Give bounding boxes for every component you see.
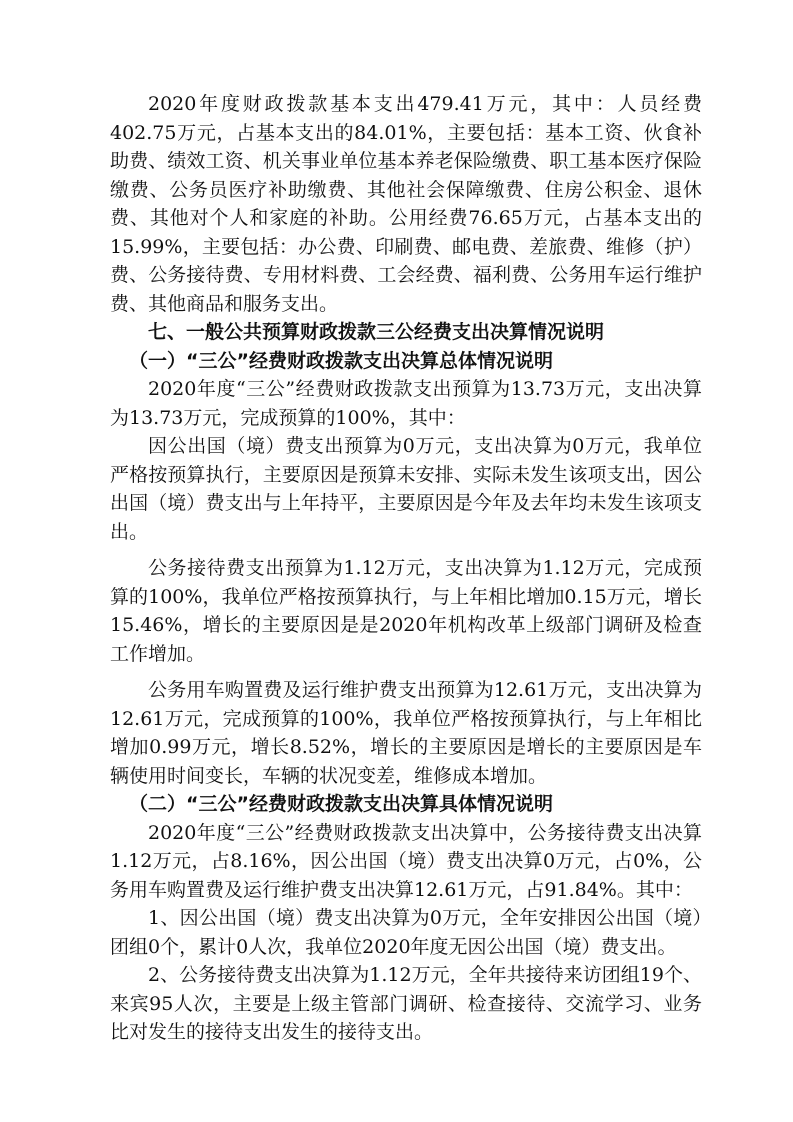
paragraph-item-one-overseas: 1、因公出国（境）费支出决算为0万元，全年安排因公出国（境）团组0个，累计0人次，我单位2020年度无因公出国（境）费支出。 (110, 907, 702, 958)
paragraph-three-public-overview: 2020年度“三公”经费财政拨款支出预算为13.73万元，支出决算为13.73万元，完成预算的100%，其中： (110, 378, 702, 429)
paragraph-official-vehicles: 公务用车购置费及运行维护费支出预算为12.61万元，支出决算为12.61万元，完成预算的100%，我单位严格按预算执行，与上年相比增加0.99万元，增长8.52%，增长的主要原因是增长的主要原因是车辆使用时间变长，车辆的状况变差，维修成本增加。 (110, 679, 702, 787)
paragraph-overseas-travel: 因公出国（境）费支出预算为0万元，支出决算为0万元，我单位严格按预算执行，主要原因是预算未安排、实际未发生该项支出，因公出国（境）费支出与上年持平，主要原因是今年及去年均未发生该项支出。 (110, 435, 702, 543)
document-body (110, 90, 702, 1047)
paragraph-detailed-breakdown: 2020年度“三公”经费财政拨款支出决算中，公务接待费支出决算1.12万元，占8.16%，因公出国（境）费支出决算0万元，占0%，公务用车购置费及运行维护费支出决算12.61万元，占91.84%。其中： (110, 821, 702, 901)
subsection-heading-details: （二）“三公”经费财政拨款支出决算具体情况说明 (129, 793, 553, 815)
subsection-heading-overall: （一）“三公”经费财政拨款支出决算总体情况说明 (129, 349, 553, 372)
paragraph-basic-expenditure: 2020年度财政拨款基本支出479.41万元，其中：人员经费402.75万元，占基本支出的84.01%，主要包括：基本工资、伙食补助费、绩效工资、机关事业单位基本养老保险缴费、职工基本医疗保险缴费、公务员医疗补助缴费、其他社会保障缴费、住房公积金、退休费、其他对个人和家庭的补助。公用经费76.65万元，占基本支出的15.99%，主要包括：办公费、印刷费、邮电费、差旅费、维修（护）费、公务接待费、专用材料费、工会经费、福利费、公务用车运行维护费、其他商品和服务支出。 (110, 93, 702, 315)
paragraph-official-reception: 公务接待费支出预算为1.12万元，支出决算为1.12万元，完成预算的100%，我单位严格按预算执行，与上年相比增加0.15万元，增长15.46%，增长的主要原因是是2020年机构改革上级部门调研及检查工作增加。 (110, 557, 702, 665)
section-heading-seven: 七、一般公共预算财政拨款三公经费支出决算情况说明 (148, 321, 605, 343)
paragraph-item-two-reception: 2、公务接待费支出决算为1.12万元，全年共接待来访团组19个、来宾95人次，主要是上级主管部门调研、检查接待、交流学习、业务比对发生的接待支出发生的接待支出。 (110, 964, 702, 1043)
